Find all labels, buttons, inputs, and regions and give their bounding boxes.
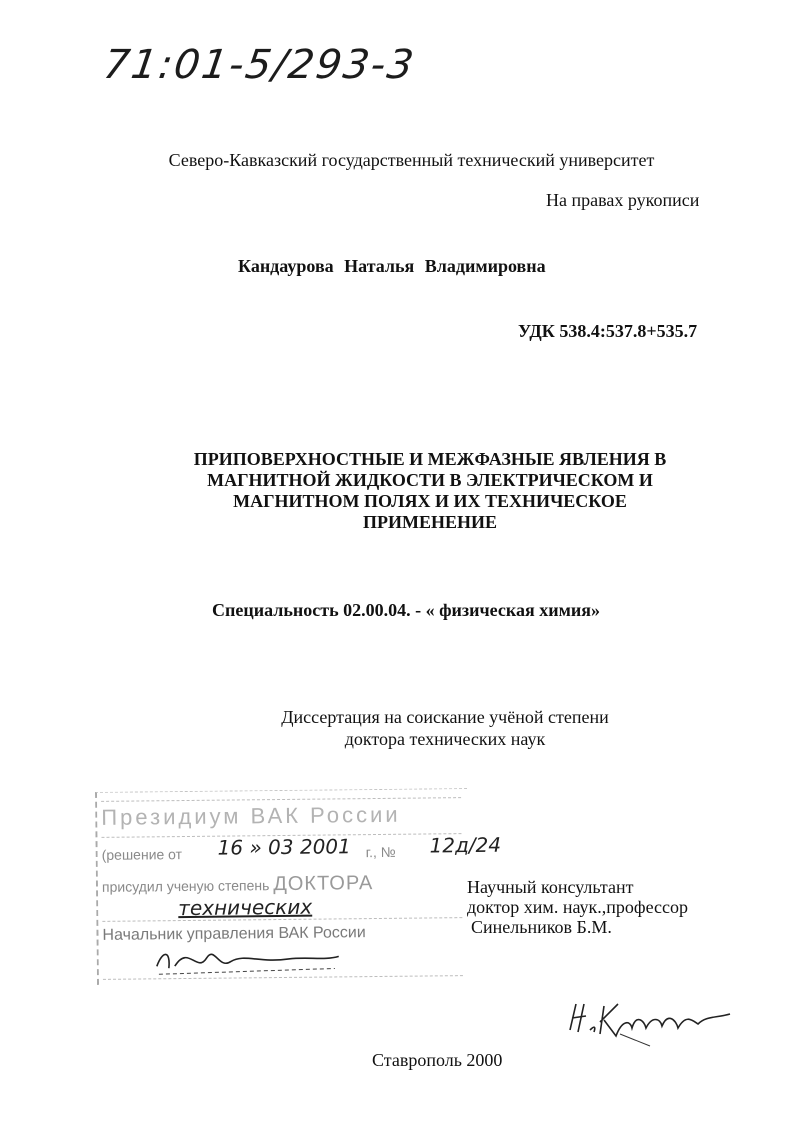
author-name: Кандаурова Наталья Владимировна <box>238 256 546 276</box>
dissertation-description <box>235 706 655 750</box>
specialty-line: Специальность 02.00.04. - « физическая химия» <box>212 600 600 620</box>
description-line: доктора технических наук <box>344 729 546 749</box>
vak-approval-stamp <box>95 788 502 985</box>
consultant-name: Синельников Б.М. <box>471 917 612 937</box>
stamp-handwritten-record: 12д/24 <box>429 832 502 858</box>
city-year: Ставрополь 2000 <box>372 1050 503 1070</box>
university-name: Северо-Кавказский государственный технический университет <box>168 150 655 170</box>
stamp-awarded-line <box>102 872 373 898</box>
author-signature-graphic <box>560 990 740 1050</box>
stamp-awarded-prefix: присудил ученую степень <box>101 877 270 895</box>
consultant-degree: доктор хим. наук.,профессор <box>467 897 688 917</box>
stamp-handwritten-date: 16 » 03 2001 <box>217 834 351 860</box>
manuscript-rights-note: На правах рукописи <box>546 190 700 210</box>
description-line: Диссертация на соискание учёной степени <box>281 707 609 727</box>
consultant-role: Научный консультант <box>467 877 634 897</box>
stamp-decision-line: (решение от <box>101 846 183 863</box>
scientific-consultant <box>467 877 688 937</box>
stamp-divider <box>101 797 461 802</box>
title-line: ПРИМЕНЕНИЕ <box>362 512 497 532</box>
dissertation-title <box>160 449 700 533</box>
stamp-handwritten-field: технических <box>178 894 313 921</box>
title-line: МАГНИТНОМ ПОЛЯХ И ИХ ТЕХНИЧЕСКОЕ <box>233 491 627 511</box>
udc-code: УДК 538.4:537.8+535.7 <box>518 321 698 341</box>
stamp-heading: Президиум ВАК России <box>101 801 401 830</box>
title-line: МАГНИТНОЙ ЖИДКОСТИ В ЭЛЕКТРИЧЕСКОМ И <box>207 470 653 490</box>
stamp-signature-graphic <box>149 938 349 980</box>
title-line: ПРИПОВЕРХНОСТНЫЕ И МЕЖФАЗНЫЕ ЯВЛЕНИЯ В <box>193 449 667 469</box>
stamp-degree: ДОКТОРА <box>273 872 374 896</box>
archive-call-number: 71:01-5/293-3 <box>100 42 419 88</box>
stamp-record-prefix: г., № <box>365 843 396 861</box>
stamp-head-title: Начальник управления ВАК России <box>102 924 366 944</box>
